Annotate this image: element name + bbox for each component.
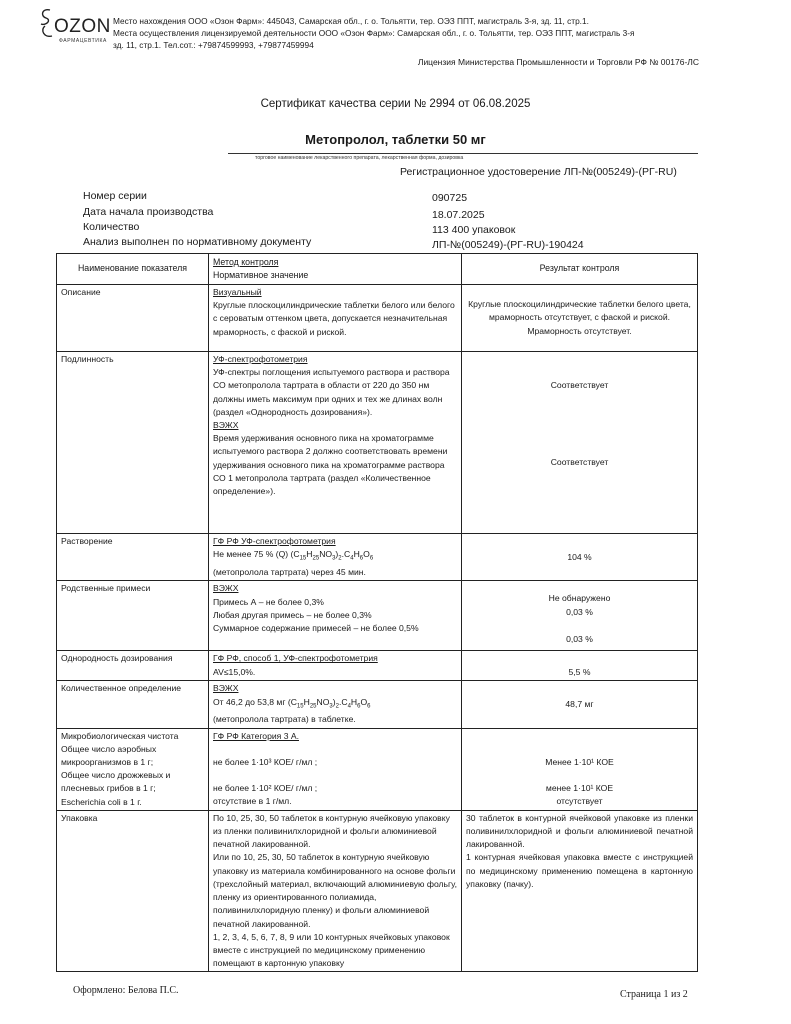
header-result: Результат контроля [462,254,698,285]
page-number: Страница 1 из 2 [620,989,688,1000]
row-norm: УФ-спектрофотометрия УФ-спектры поглощения испытуемого раствора и раствора СО метопролола тартрата в области от 220 до 350 нм должны иметь максимум при одних и тех же длинах волн (раздел «Однородность дозирования»). ВЭЖХ Время удерживания основного пика на хроматограмме испытуемого раствора 2 должно соответствовать времени удерживания основного пика на хроматограмме раствора СО 1 метопролола тартрата (раздел «Количественное определение»). [209,352,462,534]
table-row [57,681,698,728]
header-method: Метод контроля Нормативное значение [209,254,462,285]
registration-certificate: Регистрационное удостоверение ЛП-№(005249)-(РГ-RU) [400,166,677,178]
row-norm: По 10, 25, 30, 50 таблеток в контурную ячейковую упаковку из пленки поливинилхлоридной и фольги алюминиевой печатной лакированной. Или по 10, 25, 30, 50 таблеток в контурную ячейковую упаковку из материала комбинированного на основе фольги (трехслойный материал, включающий алюминиевую фольгу, пленку из ориентированного полиамида, поливинилхлоридную пленку) и фольги алюминиевой печатной лакированной. 1, 2, 3, 4, 5, 6, 7, 8, 9 или 10 контурных ячейковых упаковок вместе с инструкцией по медицинскому применению помещают в картонную упаковку [209,810,462,971]
row-result: 30 таблеток в контурной ячейковой упаковке из пленки поливинилхлоридной и фольги алюминиевой печатной лакированной. 1 контурная ячейковая упаковка вместе с инструкцией по медицинскому применению помещена в картонную упаковку (пачку). [462,810,698,971]
quality-table [56,253,698,972]
address-line: зд. 11, стр.1. Тел.сот.: +79874599993, +79877459994 [113,40,314,50]
row-norm: ГФ РФ УФ-спектрофотометрия Не менее 75 % (Q) $(C_{15}H_{25}NO_3)_2.C_4H_6O_6$ (метопролола тартрата) через 45 мин. [209,534,462,581]
row-result: Менее 1·10¹ КОЕ менее 1·10¹ КОЕ отсутствует [462,728,698,810]
row-name: Описание [57,285,209,352]
row-result: 48,7 мг [462,681,698,728]
row-norm: Визуальный Круглые плоскоцилиндрические таблетки белого или белого с сероватым оттенком цвета, допускается незначительная мраморность, с фаской и риской. [209,285,462,352]
table-row [57,651,698,681]
row-name: Растворение [57,534,209,581]
row-result: Соответствует Соответствует [462,352,698,534]
row-norm: ВЭЖХ Примесь А – не более 0,3% Любая другая примесь – не более 0,3% Суммарное содержание примесей – не более 0,5% [209,581,462,651]
batch-number-label: Номер серии [83,190,147,202]
row-name: Подлинность [57,352,209,534]
logo-text: OZON [54,16,111,37]
product-underline [228,153,698,154]
table-header-row [57,254,698,285]
normative-document-value: ЛП-№(005249)-(РГ-RU)-190424 [432,239,584,251]
normative-document-label: Анализ выполнен по нормативному документу [83,236,312,248]
prepared-by: Оформлено: Белова П.С. [73,985,179,996]
production-date-label: Дата начала производства [83,206,214,218]
row-name: Микробиологическая чистота Общее число аэробных микроорганизмов в 1 г; Общее число дрожжевых и плесневых грибов в 1 г; Escherichia coli в 1 г. [57,728,209,810]
row-result: 5,5 % [462,651,698,681]
table-row [57,810,698,971]
row-norm: ГФ РФ, способ 1, УФ-спектрофотометрия AV≤15,0%. [209,651,462,681]
row-result: Не обнаружено 0,03 % 0,03 % [462,581,698,651]
address-line: Место нахождения ООО «Озон Фарм»: 445043, Самарская обл., г. о. Тольятти, тер. ОЭЗ ППТ, магистраль 3-я, зд. 11, стр.1. [113,16,589,26]
header-name: Наименование показателя [57,254,209,285]
table-row [57,728,698,810]
product-name: Метопролол, таблетки 50 мг [305,132,486,147]
product-caption: торговое наименование лекарственного препарата, лекарственная форма, дозировка [255,155,464,161]
row-name: Родственные примеси [57,581,209,651]
certificate-title: Сертификат качества серии № 2994 от 06.08.2025 [260,98,531,110]
quantity-label: Количество [83,221,140,233]
table-row [57,581,698,651]
row-norm: ГФ РФ Категория 3 А. не более 1·10³ КОЕ/ г/мл ; не более 1·10² КОЕ/ г/мл ; отсутствие в 1 г/мл. [209,728,462,810]
license-line: Лицензия Министерства Промышленности и Торговли РФ № 00176-ЛС [417,57,699,67]
row-result: Круглые плоскоцилиндрические таблетки белого цвета, мраморность отсутствует, с фаской и риской. Мраморность отсутствует. [462,285,698,352]
row-name: Упаковка [57,810,209,971]
company-logo [38,6,111,50]
row-name: Количественное определение [57,681,209,728]
row-name: Однородность дозирования [57,651,209,681]
row-norm: ВЭЖХ От 46,2 до 53,8 мг $(C_{15}H_{25}NO_3)_2.C_4H_6O_6$ (метопролола тартрата) в таблетке. [209,681,462,728]
logo-subtitle: ФАРМАЦЕВТИКА [59,38,107,44]
batch-number-value: 090725 [432,192,468,204]
address-line: Места осуществления лицензируемой деятельности ООО «Озон Фарм»: Самарская обл., г. о. Тольятти, тер. ОЭЗ ППТ, магистраль 3-я [113,28,635,38]
quantity-value: 113 400 упаковок [432,224,516,236]
company-address [113,15,693,51]
row-result: 104 % [462,534,698,581]
table-row [57,352,698,534]
production-date-value: 18.07.2025 [432,209,485,221]
table-row [57,534,698,581]
table-row [57,285,698,352]
